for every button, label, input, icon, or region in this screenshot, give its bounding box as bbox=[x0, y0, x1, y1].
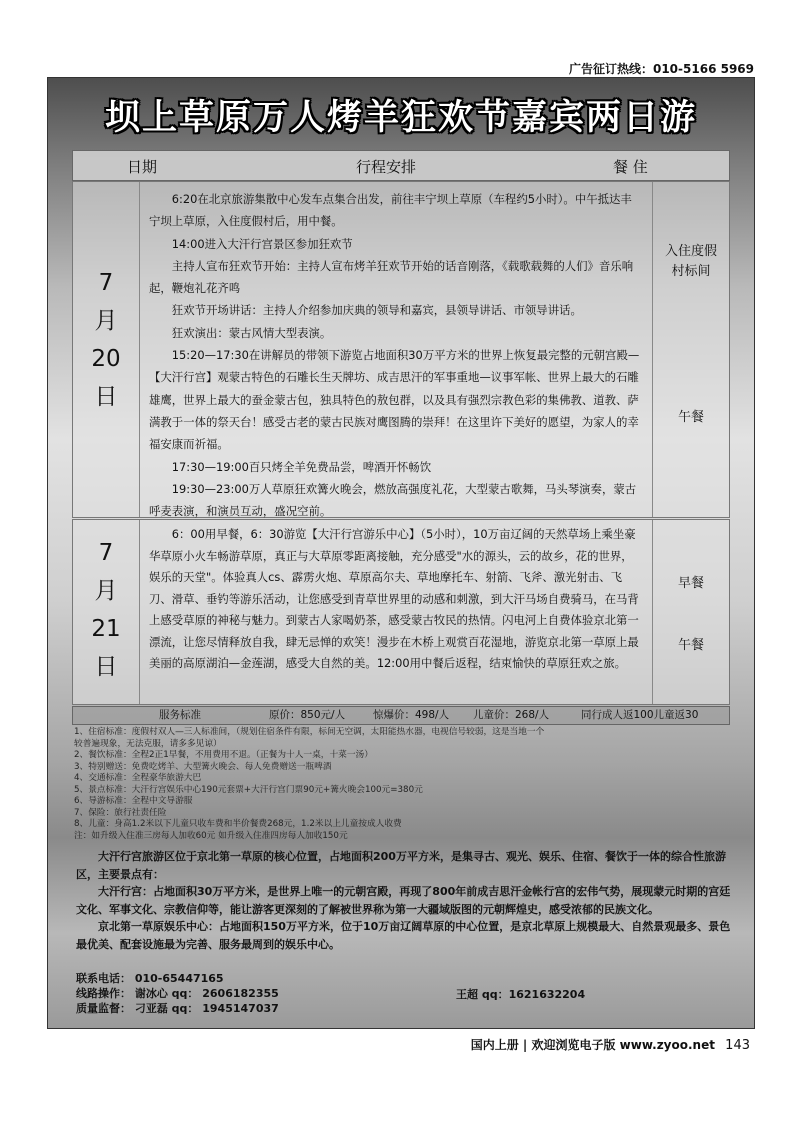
list-item: 注：如升级入住准三房每人加收60元 如升级入住准四房每人加收150元 bbox=[74, 830, 348, 841]
price-standard: 服务标准 bbox=[159, 709, 201, 721]
day1-itinerary bbox=[149, 188, 641, 522]
list-item: 狂欢节开场讲话：主持人介绍参加庆典的领导和嘉宾，县领导讲话、市领导讲话。 bbox=[171, 303, 582, 318]
scenic-intro bbox=[76, 848, 740, 953]
contact-info bbox=[76, 971, 279, 1016]
list-item: 主持人宣布狂欢节开始：主持人宣布烤羊狂欢节开始的话音刚落，《载歌载舞的人们》音乐响起，鞭炮礼花齐鸣 bbox=[149, 258, 634, 296]
header-date: 日期 bbox=[127, 158, 158, 176]
day2-row bbox=[72, 519, 730, 705]
day2-itinerary bbox=[149, 524, 641, 675]
list-item: 19:30—23:00万人草原狂欢篝火晚会，燃放高强度礼花，大型蒙古歌舞，马头琴演奏，蒙古呼麦表演，和演员互动，盛况空前。 bbox=[149, 481, 637, 519]
table-header bbox=[72, 150, 730, 181]
list-item: 狂欢演出：蒙古风情大型表演。 bbox=[171, 325, 332, 340]
day2-lunch: 午餐 bbox=[677, 638, 704, 653]
footer-text: 国内上册 | 欢迎浏览电子版 www.zyoo.net bbox=[470, 1038, 715, 1052]
contact-operator: 线路操作： 谢冰心 qq： 2606182355 bbox=[76, 987, 279, 1000]
service-notes bbox=[74, 727, 734, 842]
header-itinerary: 行程安排 bbox=[356, 158, 417, 176]
price-original: 原价：850元/人 bbox=[269, 709, 346, 721]
list-item: 京北第一草原娱乐中心：占地面积150万平方米，位于10万亩辽阔草原的中心位置，是京北草原上规模最大、自然景观最多、景色最优美、配套设施最为完善、服务最周到的娱乐中心。 bbox=[76, 920, 731, 951]
price-surprise: 惊爆价：498/人 bbox=[373, 709, 450, 721]
day2-breakfast: 早餐 bbox=[677, 576, 704, 591]
poster-title: 坝上草原万人烤羊狂欢节嘉宾两日游 bbox=[104, 97, 697, 138]
contact-wang: 王超 qq：1621632204 bbox=[456, 988, 586, 1001]
list-item: 14:00进入大汗行宫景区参加狂欢节 bbox=[171, 236, 353, 251]
list-item: 7、保险：旅行社责任险 bbox=[74, 807, 167, 818]
day1-row bbox=[72, 181, 730, 518]
list-item: 15:20—17:30在讲解员的带领下游览占地面积30万平方米的世界上恢复最完整的元朝宫殿—【大汗行宫】观蒙古特色的石雕长生天牌坊、成吉思汗的军事重地—议事军帐、世界上最大的石雕雄鹰，世界上最大的蚕金蒙古包，独具特色的敖包群，以及具有强烈宗教色彩的集佛教、道教、萨满教于一体的祭天台！感受古老的蒙古民族对鹰图腾的崇拜！在这里许下美好的愿望，为家人的幸福安康而祈福。 bbox=[149, 348, 640, 452]
contact-supervisor: 质量监督： 刁亚磊 qq： 1945147037 bbox=[76, 1002, 279, 1015]
day1-stay: 入住度假村标间 bbox=[664, 244, 717, 279]
header-meals: 餐 住 bbox=[613, 158, 648, 176]
price-group: 同行成人返100儿童返30 bbox=[581, 709, 699, 721]
list-item: 较普遍现象，无法克服，请多多见谅） bbox=[74, 738, 222, 749]
tour-poster bbox=[47, 77, 755, 1029]
day1-lunch: 午餐 bbox=[677, 410, 704, 425]
ad-hotline: 广告征订热线：010-5166 5969 bbox=[568, 62, 754, 76]
day2-meals bbox=[652, 520, 729, 704]
page-footer bbox=[471, 1036, 750, 1053]
list-item: 2、餐饮标准：全程2正1早餐，不用费用不退。（正餐为十人一桌，十菜一汤） bbox=[74, 750, 373, 760]
list-item: 6、导游标准：全程中文导游服 bbox=[74, 796, 193, 806]
list-item: 3、特别赠送：免费吃烤羊、大型篝火晚会、每人免费赠送一瓶啤酒 bbox=[74, 761, 332, 772]
day1-date: 7 月 20 日 bbox=[73, 182, 140, 517]
price-bar bbox=[72, 706, 730, 725]
price-child: 儿童价：268/人 bbox=[473, 709, 550, 721]
list-item: 6:20在北京旅游集散中心发车点集合出发，前往丰宁坝上草原（车程约5小时）。中午抵达丰宁坝上草原，入住度假村后，用中餐。 bbox=[149, 192, 632, 229]
day1-meals bbox=[652, 182, 729, 517]
day2-date: 7 月 21 日 bbox=[73, 520, 140, 704]
contact-phone: 联系电话： 010-65447165 bbox=[76, 972, 224, 985]
page-number: 143 bbox=[725, 1038, 750, 1053]
list-item: 5、景点标准：大汗行宫娱乐中心190元套票+大汗行宫门票90元+篝火晚会100元=380元 bbox=[74, 784, 423, 795]
list-item: 大汗行宫旅游区位于京北第一草原的核心位置，占地面积200万平方米，是集寻古、观光、娱乐、住宿、餐饮于一体的综合性旅游区，主要景点有： bbox=[76, 850, 726, 881]
list-item: 17:30—19:00百只烤全羊免费品尝，啤酒开怀畅饮 bbox=[171, 459, 432, 474]
list-item: 1、住宿标准：度假村双人—三人标准间，（规划住宿条件有限，标间无空调，太阳能热水器，电视信号较弱，这是当地一个 bbox=[74, 727, 545, 737]
list-item: 大汗行宫：占地面积30万平方米，是世界上唯一的元朝宫殿，再现了800年前成吉思汗金帐行宫的宏伟气势，展现蒙元时期的宫廷文化、军事文化、宗教信仰等，能让游客更深刻的了解被世界称为第一大疆域版图的元朝辉煌史，感受浓郁的民族文化。 bbox=[76, 885, 731, 916]
list-item: 6：00用早餐，6：30游览【大汗行宫游乐中心】（5小时），10万亩辽阔的天然草场上乘坐豪华草原小火车畅游草原，真正与大草原零距离接触，充分感受"水的源头，云的故乡，花的世界，娱乐的天堂"。体验真人cs、霹雳火炮、草原高尔夫、草地摩托车、射箭、飞斧、激光射击、飞刀、滑草、垂钓等游乐活动，让您感受到青草世界里的动感和刺激，到大汗马场自费骑马，在马背上感受草原的神秘与魅力。到蒙古人家喝奶茶，感受蒙古牧民的热情。闪电河上自费体验京北第一漂流，让您尽情释放自我，肆无忌惮的欢笑！漫步在木桥上观赏百花湿地，游览京北第一草原上最美丽的高原湖泊—金莲湖，感受大自然的美。12:00用中餐后返程，结束愉快的草原狂欢之旅。 bbox=[149, 527, 639, 670]
list-item: 8、儿童：身高1.2米以下儿童只收车费和半价餐费268元，1.2米以上儿童按成人收费 bbox=[74, 819, 402, 829]
list-item: 4、交通标准：全程豪华旅游大巴 bbox=[74, 773, 202, 783]
